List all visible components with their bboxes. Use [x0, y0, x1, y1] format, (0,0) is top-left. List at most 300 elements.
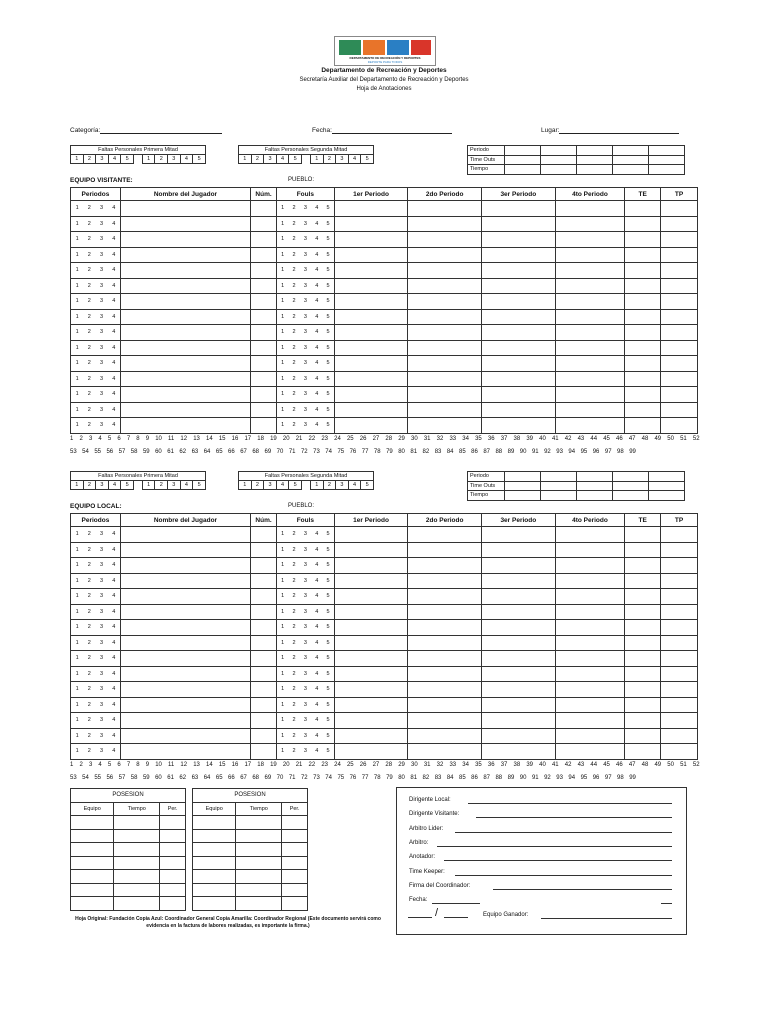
local-period-box-cell[interactable]: [613, 472, 649, 482]
tally-number[interactable]: 89: [507, 775, 515, 781]
score-cell[interactable]: [334, 728, 408, 744]
possession-cell[interactable]: [193, 870, 236, 884]
score-cell[interactable]: [555, 589, 625, 605]
foul-num-1[interactable]: 1: [281, 391, 285, 397]
foul-num-1[interactable]: 1: [281, 344, 285, 351]
tally-number[interactable]: 12: [180, 762, 188, 768]
tally-number[interactable]: 17: [244, 762, 252, 768]
score-cell[interactable]: [334, 201, 408, 217]
player-name-cell[interactable]: [120, 682, 250, 698]
local-fouls-second-half-box[interactable]: 5: [361, 481, 374, 490]
score-cell[interactable]: [661, 247, 698, 263]
foul-num-2[interactable]: 2: [292, 344, 296, 351]
foul-num-4[interactable]: 4: [315, 624, 319, 630]
tally-number[interactable]: 54: [82, 449, 89, 455]
tally-number[interactable]: 55: [94, 449, 101, 455]
foul-num-5[interactable]: 5: [326, 608, 330, 615]
tally-number[interactable]: 58: [130, 775, 138, 781]
tally-number[interactable]: 43: [577, 762, 585, 768]
visitor-fouls-second-half-box[interactable]: 1: [310, 155, 323, 164]
foul-num-2[interactable]: 2: [292, 313, 296, 320]
tally-number[interactable]: 53: [70, 775, 77, 781]
period-num-1[interactable]: 1: [75, 236, 79, 242]
tally-number[interactable]: 24: [334, 436, 341, 442]
foul-num-1[interactable]: 1: [281, 732, 285, 739]
tally-number[interactable]: 22: [308, 436, 316, 442]
score-cell[interactable]: [625, 604, 661, 620]
score-cell[interactable]: [661, 666, 698, 682]
tally-number[interactable]: 44: [590, 436, 598, 442]
tally-number[interactable]: 2: [79, 436, 83, 442]
foul-num-1[interactable]: 1: [281, 531, 285, 537]
score-cell[interactable]: [661, 232, 698, 248]
possession-cell[interactable]: [71, 843, 114, 857]
period-num-3[interactable]: 3: [100, 639, 104, 646]
player-name-cell[interactable]: [120, 713, 250, 729]
tally-number[interactable]: 21: [295, 762, 303, 768]
score-cell[interactable]: [555, 232, 625, 248]
foul-num-2[interactable]: 2: [292, 220, 296, 227]
score-cell[interactable]: [482, 294, 556, 310]
score-cell[interactable]: [555, 402, 625, 418]
period-num-2[interactable]: 2: [87, 282, 91, 289]
visitor-period-box-cell[interactable]: [505, 155, 541, 165]
score-cell[interactable]: [482, 402, 556, 418]
possession-cell[interactable]: [160, 897, 186, 911]
foul-num-2[interactable]: 2: [292, 360, 296, 366]
period-num-3[interactable]: 3: [100, 717, 104, 723]
tally-number[interactable]: 65: [215, 775, 223, 781]
possession-cell[interactable]: [160, 856, 186, 870]
local-fouls-first-half-box[interactable]: 2: [83, 481, 96, 490]
tally-number[interactable]: 82: [422, 449, 430, 455]
period-num-4[interactable]: 4: [112, 593, 116, 599]
tally-number[interactable]: 4: [98, 762, 102, 768]
player-number-cell[interactable]: [251, 744, 277, 760]
period-num-2[interactable]: 2: [87, 344, 91, 351]
tally-number[interactable]: 96: [592, 449, 600, 455]
foul-num-5[interactable]: 5: [326, 686, 330, 692]
player-number-cell[interactable]: [251, 620, 277, 636]
visitor-period-box-cell[interactable]: [649, 165, 685, 175]
score-cell[interactable]: [555, 635, 625, 651]
possession-cell[interactable]: [114, 870, 160, 884]
local-period-box-cell[interactable]: [613, 481, 649, 491]
foul-num-5[interactable]: 5: [326, 732, 330, 739]
foul-num-3[interactable]: 3: [303, 732, 307, 739]
period-num-4[interactable]: 4: [112, 546, 116, 553]
visitor-fouls-first-half-box[interactable]: 5: [193, 155, 206, 164]
period-num-2[interactable]: 2: [87, 329, 91, 335]
score-cell[interactable]: [482, 542, 556, 558]
score-cell[interactable]: [334, 325, 408, 341]
score-cell[interactable]: [625, 744, 661, 760]
tally-number[interactable]: 83: [434, 775, 442, 781]
period-num-3[interactable]: 3: [100, 655, 104, 661]
score-cell[interactable]: [408, 418, 482, 434]
period-num-2[interactable]: 2: [87, 748, 91, 754]
player-name-cell[interactable]: [120, 387, 250, 403]
period-num-3[interactable]: 3: [100, 624, 104, 630]
period-num-3[interactable]: 3: [100, 391, 104, 397]
tally-number[interactable]: 4: [98, 436, 102, 442]
score-cell[interactable]: [334, 573, 408, 589]
score-cell[interactable]: [661, 356, 698, 372]
player-name-cell[interactable]: [120, 728, 250, 744]
foul-num-3[interactable]: 3: [303, 236, 307, 242]
period-num-2[interactable]: 2: [87, 593, 91, 599]
period-num-4[interactable]: 4: [112, 624, 116, 630]
period-num-1[interactable]: 1: [75, 360, 79, 366]
visitor-fouls-second-half-box[interactable]: 4: [348, 155, 361, 164]
score-cell[interactable]: [482, 697, 556, 713]
local-period-box-cell[interactable]: [541, 472, 577, 482]
score-cell[interactable]: [408, 278, 482, 294]
foul-num-3[interactable]: 3: [303, 313, 307, 320]
player-name-cell[interactable]: [120, 573, 250, 589]
score-cell[interactable]: [661, 278, 698, 294]
tally-number[interactable]: 97: [604, 449, 612, 455]
tally-number[interactable]: 61: [167, 775, 174, 781]
arbitro-lider-line[interactable]: [455, 832, 672, 833]
score-cell[interactable]: [625, 635, 661, 651]
tally-number[interactable]: 25: [346, 762, 354, 768]
period-num-1[interactable]: 1: [75, 732, 79, 739]
possession-cell[interactable]: [236, 883, 282, 897]
foul-num-5[interactable]: 5: [326, 546, 330, 553]
period-num-4[interactable]: 4: [112, 329, 116, 335]
foul-num-3[interactable]: 3: [303, 298, 307, 304]
foul-num-4[interactable]: 4: [315, 608, 319, 615]
foul-num-2[interactable]: 2: [292, 251, 296, 258]
score-cell[interactable]: [408, 558, 482, 574]
score-cell[interactable]: [661, 604, 698, 620]
score-cell[interactable]: [334, 356, 408, 372]
period-num-2[interactable]: 2: [87, 220, 91, 227]
tally-number[interactable]: 38: [513, 436, 521, 442]
score-cell[interactable]: [334, 418, 408, 434]
score-cell[interactable]: [334, 697, 408, 713]
score-cell[interactable]: [661, 325, 698, 341]
tally-number[interactable]: 11: [168, 436, 175, 442]
tally-number[interactable]: 62: [179, 449, 187, 455]
score-cell[interactable]: [408, 589, 482, 605]
foul-num-5[interactable]: 5: [326, 422, 330, 428]
visitor-period-box-cell[interactable]: [613, 165, 649, 175]
period-num-4[interactable]: 4: [112, 531, 116, 537]
period-num-4[interactable]: 4: [112, 236, 116, 242]
tally-number[interactable]: 5: [107, 762, 112, 768]
visitor-period-box-cell[interactable]: [541, 146, 577, 156]
tally-number[interactable]: 51: [680, 436, 687, 442]
score-cell[interactable]: [408, 402, 482, 418]
period-num-3[interactable]: 3: [100, 670, 104, 677]
player-number-cell[interactable]: [251, 247, 277, 263]
foul-num-3[interactable]: 3: [303, 360, 307, 366]
local-fouls-second-half-box[interactable]: 5: [289, 481, 302, 490]
tally-number[interactable]: 26: [359, 762, 367, 768]
tally-number[interactable]: 30: [411, 436, 418, 442]
score-cell[interactable]: [408, 713, 482, 729]
score-cell[interactable]: [482, 604, 556, 620]
local-period-box-cell[interactable]: [505, 472, 541, 482]
lugar-field[interactable]: [541, 126, 679, 134]
period-num-4[interactable]: 4: [112, 205, 116, 211]
period-num-4[interactable]: 4: [112, 639, 116, 646]
player-number-cell[interactable]: [251, 216, 277, 232]
tally-number[interactable]: 99: [629, 775, 636, 781]
possession-cell[interactable]: [282, 883, 308, 897]
foul-num-2[interactable]: 2: [292, 562, 296, 568]
tally-number[interactable]: 48: [641, 436, 649, 442]
foul-num-5[interactable]: 5: [326, 236, 330, 242]
score-cell[interactable]: [625, 589, 661, 605]
period-num-3[interactable]: 3: [100, 344, 104, 351]
tally-number[interactable]: 83: [434, 449, 442, 455]
period-num-1[interactable]: 1: [75, 267, 79, 273]
tally-number[interactable]: 63: [191, 449, 199, 455]
local-fouls-first-half-box[interactable]: 3: [96, 481, 109, 490]
score-cell[interactable]: [555, 294, 625, 310]
player-name-cell[interactable]: [120, 216, 250, 232]
score-cell[interactable]: [555, 325, 625, 341]
score-cell[interactable]: [625, 682, 661, 698]
period-num-4[interactable]: 4: [112, 282, 116, 289]
score-cell[interactable]: [482, 340, 556, 356]
foul-num-1[interactable]: 1: [281, 748, 285, 754]
foul-num-3[interactable]: 3: [303, 375, 307, 382]
visitor-fouls-first-half-box[interactable]: 2: [83, 155, 96, 164]
score-cell[interactable]: [625, 418, 661, 434]
possession-cell[interactable]: [71, 897, 114, 911]
score-cell[interactable]: [482, 558, 556, 574]
tally-number[interactable]: 29: [398, 762, 405, 768]
tally-number[interactable]: 13: [193, 436, 200, 442]
player-number-cell[interactable]: [251, 371, 277, 387]
score-cell[interactable]: [334, 371, 408, 387]
tally-number[interactable]: 35: [475, 436, 482, 442]
foul-num-1[interactable]: 1: [281, 608, 285, 615]
tally-number[interactable]: 85: [459, 449, 466, 455]
score-cell[interactable]: [334, 682, 408, 698]
tally-number[interactable]: 58: [130, 449, 138, 455]
tally-number[interactable]: 89: [507, 449, 515, 455]
score-cell[interactable]: [555, 728, 625, 744]
score-cell[interactable]: [408, 527, 482, 543]
tally-number[interactable]: 36: [487, 762, 495, 768]
tally-number[interactable]: 8: [136, 436, 140, 442]
player-name-cell[interactable]: [120, 232, 250, 248]
foul-num-5[interactable]: 5: [326, 329, 330, 335]
score-cell[interactable]: [408, 682, 482, 698]
score-cell[interactable]: [625, 527, 661, 543]
possession-cell[interactable]: [193, 829, 236, 843]
foul-num-5[interactable]: 5: [326, 360, 330, 366]
score-cell[interactable]: [482, 356, 556, 372]
score-cell[interactable]: [661, 402, 698, 418]
score-cell[interactable]: [625, 294, 661, 310]
score-cell[interactable]: [334, 542, 408, 558]
score-cell[interactable]: [482, 635, 556, 651]
foul-num-5[interactable]: 5: [326, 701, 330, 708]
visitor-fouls-second-half-box[interactable]: 3: [264, 155, 277, 164]
score-cell[interactable]: [625, 402, 661, 418]
local-period-box-cell[interactable]: [613, 491, 649, 501]
possession-cell[interactable]: [193, 883, 236, 897]
foul-num-2[interactable]: 2: [292, 670, 296, 677]
foul-num-4[interactable]: 4: [315, 655, 319, 661]
score-cell[interactable]: [661, 542, 698, 558]
score-cell[interactable]: [661, 340, 698, 356]
local-fouls-first-half-box[interactable]: 3: [168, 481, 181, 490]
fecha-field[interactable]: [312, 126, 452, 134]
possession-cell[interactable]: [236, 897, 282, 911]
tally-number[interactable]: 67: [240, 449, 247, 455]
score-cell[interactable]: [661, 651, 698, 667]
tally-number[interactable]: 26: [359, 436, 367, 442]
visitor-period-box-cell[interactable]: [613, 155, 649, 165]
local-fouls-first-half-box[interactable]: 4: [180, 481, 193, 490]
score-cell[interactable]: [408, 666, 482, 682]
period-num-4[interactable]: 4: [112, 701, 116, 708]
tally-number[interactable]: 68: [252, 449, 260, 455]
foul-num-5[interactable]: 5: [326, 391, 330, 397]
period-num-3[interactable]: 3: [100, 732, 104, 739]
period-num-1[interactable]: 1: [75, 624, 79, 630]
tally-number[interactable]: 69: [264, 449, 272, 455]
firma-coordinador-line[interactable]: [493, 889, 672, 890]
tally-number[interactable]: 40: [539, 436, 546, 442]
score-cell[interactable]: [661, 294, 698, 310]
foul-num-2[interactable]: 2: [292, 236, 296, 242]
tally-number[interactable]: 87: [483, 775, 490, 781]
foul-num-4[interactable]: 4: [315, 282, 319, 289]
tally-number[interactable]: 39: [526, 436, 534, 442]
period-num-2[interactable]: 2: [87, 267, 91, 273]
tally-number[interactable]: 23: [321, 762, 329, 768]
foul-num-4[interactable]: 4: [315, 562, 319, 568]
period-num-1[interactable]: 1: [75, 251, 79, 258]
player-name-cell[interactable]: [120, 666, 250, 682]
local-fouls-first-half-box[interactable]: 4: [108, 481, 121, 490]
foul-num-4[interactable]: 4: [315, 267, 319, 273]
score-cell[interactable]: [555, 744, 625, 760]
foul-num-1[interactable]: 1: [281, 251, 285, 258]
tally-number[interactable]: 9: [145, 436, 150, 442]
foul-num-1[interactable]: 1: [281, 205, 285, 211]
visitor-period-box-cell[interactable]: [649, 155, 685, 165]
score-cell[interactable]: [661, 527, 698, 543]
tally-number[interactable]: 1: [70, 762, 74, 768]
visitor-fouls-second-half-box[interactable]: 2: [251, 155, 264, 164]
foul-num-5[interactable]: 5: [326, 220, 330, 227]
tally-number[interactable]: 34: [462, 762, 469, 768]
score-cell[interactable]: [334, 402, 408, 418]
visitor-period-box-cell[interactable]: [505, 165, 541, 175]
score-cell[interactable]: [555, 309, 625, 325]
tally-number[interactable]: 50: [667, 436, 674, 442]
period-num-1[interactable]: 1: [75, 670, 79, 677]
tally-number[interactable]: 51: [680, 762, 687, 768]
player-name-cell[interactable]: [120, 697, 250, 713]
player-number-cell[interactable]: [251, 527, 277, 543]
tally-number[interactable]: 3: [88, 436, 93, 442]
visitor-fouls-first-half-box[interactable]: 3: [168, 155, 181, 164]
local-fouls-first-half-box[interactable]: 5: [193, 481, 206, 490]
tally-number[interactable]: 56: [106, 775, 114, 781]
foul-num-2[interactable]: 2: [292, 717, 296, 723]
tally-number[interactable]: 64: [203, 449, 211, 455]
foul-num-2[interactable]: 2: [292, 422, 296, 428]
period-num-1[interactable]: 1: [75, 391, 79, 397]
score-cell[interactable]: [482, 263, 556, 279]
possession-cell[interactable]: [114, 883, 160, 897]
tally-number[interactable]: 75: [337, 775, 345, 781]
period-num-1[interactable]: 1: [75, 298, 79, 304]
score-cell[interactable]: [555, 263, 625, 279]
score-cell[interactable]: [482, 371, 556, 387]
visitor-period-box-cell[interactable]: [577, 146, 613, 156]
foul-num-1[interactable]: 1: [281, 562, 285, 568]
score-cell[interactable]: [408, 216, 482, 232]
player-number-cell[interactable]: [251, 387, 277, 403]
foul-num-4[interactable]: 4: [315, 205, 319, 211]
visitor-period-box-cell[interactable]: [577, 165, 613, 175]
possession-cell[interactable]: [236, 856, 282, 870]
score-cell[interactable]: [482, 387, 556, 403]
local-fouls-second-half-box[interactable]: 1: [310, 481, 323, 490]
period-num-3[interactable]: 3: [100, 608, 104, 615]
score-cell[interactable]: [661, 309, 698, 325]
score-cell[interactable]: [661, 216, 698, 232]
period-num-4[interactable]: 4: [112, 313, 116, 320]
foul-num-4[interactable]: 4: [315, 344, 319, 351]
foul-num-1[interactable]: 1: [281, 593, 285, 599]
tally-number[interactable]: 95: [580, 775, 588, 781]
player-name-cell[interactable]: [120, 542, 250, 558]
foul-num-5[interactable]: 5: [326, 205, 330, 211]
tally-number[interactable]: 34: [462, 436, 469, 442]
period-num-3[interactable]: 3: [100, 375, 104, 382]
period-num-1[interactable]: 1: [75, 282, 79, 289]
player-name-cell[interactable]: [120, 620, 250, 636]
tally-number[interactable]: 64: [203, 775, 211, 781]
foul-num-3[interactable]: 3: [303, 577, 307, 584]
period-num-2[interactable]: 2: [87, 655, 91, 661]
player-number-cell[interactable]: [251, 232, 277, 248]
tally-number[interactable]: 61: [167, 449, 174, 455]
tally-number[interactable]: 7: [126, 762, 131, 768]
period-num-4[interactable]: 4: [112, 686, 116, 692]
score-cell[interactable]: [408, 744, 482, 760]
local-period-box-cell[interactable]: [541, 481, 577, 491]
foul-num-5[interactable]: 5: [326, 375, 330, 382]
tally-number[interactable]: 71: [288, 775, 296, 781]
score-cell[interactable]: [625, 247, 661, 263]
period-num-1[interactable]: 1: [75, 562, 79, 568]
possession-cell[interactable]: [71, 870, 114, 884]
tally-number[interactable]: 54: [82, 775, 89, 781]
tally-number[interactable]: 14: [206, 762, 213, 768]
score-cell[interactable]: [625, 356, 661, 372]
period-num-4[interactable]: 4: [112, 344, 116, 351]
tally-number[interactable]: 81: [410, 449, 418, 455]
score-cell[interactable]: [625, 713, 661, 729]
score-cell[interactable]: [555, 697, 625, 713]
tally-number[interactable]: 52: [692, 436, 700, 442]
possession-cell[interactable]: [282, 897, 308, 911]
foul-num-4[interactable]: 4: [315, 670, 319, 677]
